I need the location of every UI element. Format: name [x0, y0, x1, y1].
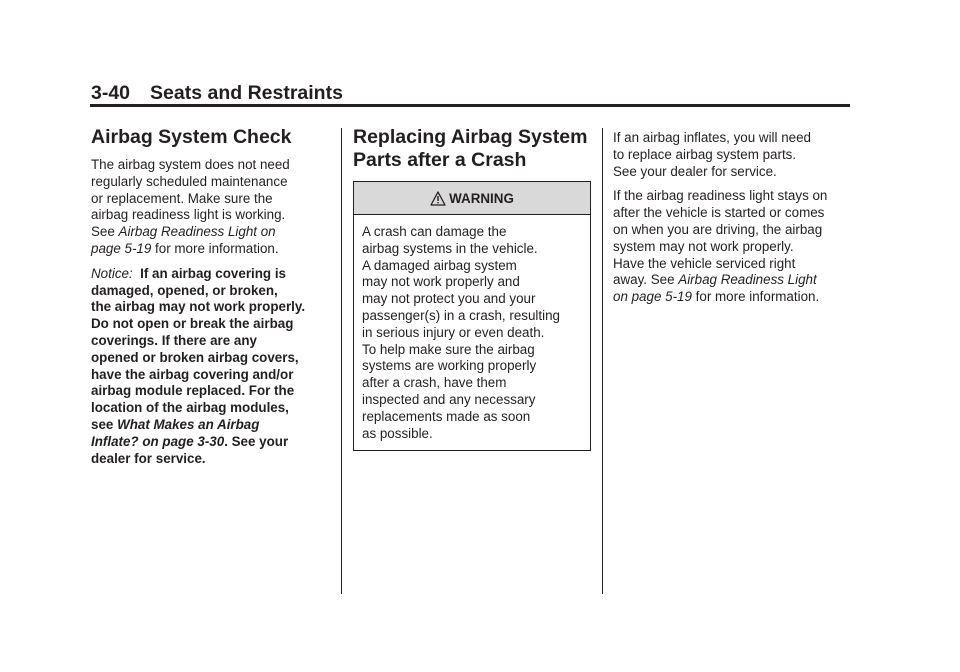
text-line: have the airbag covering and/or	[91, 366, 294, 382]
text-line: location of the airbag modules,	[91, 400, 289, 416]
header-rule	[90, 104, 850, 107]
airbag-inflates-paragraph	[613, 130, 858, 180]
text-fragment: for more information.	[691, 289, 820, 305]
notice-label: Notice:	[91, 265, 133, 281]
cross-reference-link[interactable]: What Makes an Airbag	[117, 416, 260, 432]
text-line: regularly scheduled maintenance	[91, 173, 288, 189]
warning-line: replacements made as soon	[362, 408, 531, 424]
text-line: Do not open or break the airbag	[91, 316, 294, 332]
text-line: on when you are driving, the airbag	[613, 221, 823, 237]
warning-line: as possible.	[362, 425, 433, 441]
page-number: 3-40	[91, 82, 131, 104]
cross-reference-link[interactable]: Airbag Readiness Light	[678, 272, 817, 288]
text-line	[91, 434, 331, 451]
text-line: system may not work properly.	[613, 238, 794, 254]
warning-box	[353, 181, 591, 451]
cross-reference-link[interactable]: on page 5-19	[613, 289, 692, 305]
airbag-system-check-heading: Airbag System Check	[91, 126, 292, 148]
text-line: the airbag may not work properly.	[91, 299, 306, 315]
readiness-light-paragraph	[613, 188, 858, 306]
page-header	[91, 82, 849, 104]
warning-line: A crash can damage the	[362, 224, 507, 239]
text-line: The airbag system does not need	[91, 157, 290, 172]
warning-line: may not work properly and	[362, 274, 520, 290]
text-line: or replacement. Make sure the	[91, 190, 273, 206]
warning-line: To help make sure the airbag	[362, 341, 535, 357]
warning-line: after a crash, have them	[362, 375, 507, 391]
warning-triangle-icon	[430, 191, 446, 206]
warning-line: may not protect you and your	[362, 291, 536, 307]
text-fragment: away. See	[613, 272, 679, 288]
warning-line: systems are working properly	[362, 358, 537, 374]
text-line: dealer for service.	[91, 450, 206, 466]
text-line: Have the vehicle serviced right	[613, 255, 796, 271]
warning-line: passenger(s) in a crash, resulting	[362, 307, 560, 323]
warning-line: airbag systems in the vehicle.	[362, 240, 538, 256]
warning-line: in serious injury or even death.	[362, 324, 545, 340]
text-fragment: If an airbag covering is	[140, 265, 286, 281]
heading-line: Parts after a Crash	[353, 149, 527, 171]
replacing-airbag-parts-heading	[353, 126, 591, 172]
text-line: opened or broken airbag covers,	[91, 349, 299, 365]
text-line: coverings. If there are any	[91, 332, 257, 348]
text-fragment: for more information.	[151, 240, 279, 256]
text-line	[613, 289, 858, 306]
text-line	[613, 272, 858, 289]
text-line	[91, 224, 331, 241]
text-line: airbag module replaced. For the	[91, 383, 295, 399]
notice-paragraph	[91, 266, 331, 468]
cross-reference-link[interactable]: Inflate? on page 3-30	[91, 433, 225, 449]
warning-line: A damaged airbag system	[362, 257, 517, 273]
cross-reference-link[interactable]: page 5-19	[91, 240, 152, 256]
text-line: See your dealer for service.	[613, 163, 777, 179]
column-1	[91, 126, 331, 475]
warning-label: WARNING	[449, 190, 514, 206]
column-2	[353, 126, 591, 451]
text-line	[91, 241, 331, 258]
warning-body	[354, 215, 590, 450]
text-line: If an airbag inflates, you will need	[613, 130, 812, 145]
column-3	[613, 126, 858, 314]
airbag-system-check-paragraph	[91, 157, 331, 258]
section-title: Seats and Restraints	[150, 82, 343, 104]
cross-reference-link[interactable]: Airbag Readiness Light on	[118, 224, 276, 240]
warning-header	[354, 182, 590, 215]
text-fragment: See	[91, 224, 119, 240]
text-fragment: see	[91, 416, 118, 432]
text-line: If the airbag readiness light stays on	[613, 188, 828, 204]
column-divider-1	[341, 128, 342, 594]
text-line: after the vehicle is started or comes	[613, 205, 825, 221]
text-line: airbag readiness light is working.	[91, 207, 286, 223]
column-divider-2	[602, 128, 603, 594]
text-line: to replace airbag system parts.	[613, 146, 797, 162]
heading-line: Replacing Airbag System	[353, 126, 588, 148]
text-line	[91, 417, 331, 434]
warning-line: inspected and any necessary	[362, 391, 536, 407]
text-line: damaged, opened, or broken,	[91, 282, 278, 298]
text-line	[91, 266, 331, 283]
text-fragment: . See your	[224, 433, 289, 449]
